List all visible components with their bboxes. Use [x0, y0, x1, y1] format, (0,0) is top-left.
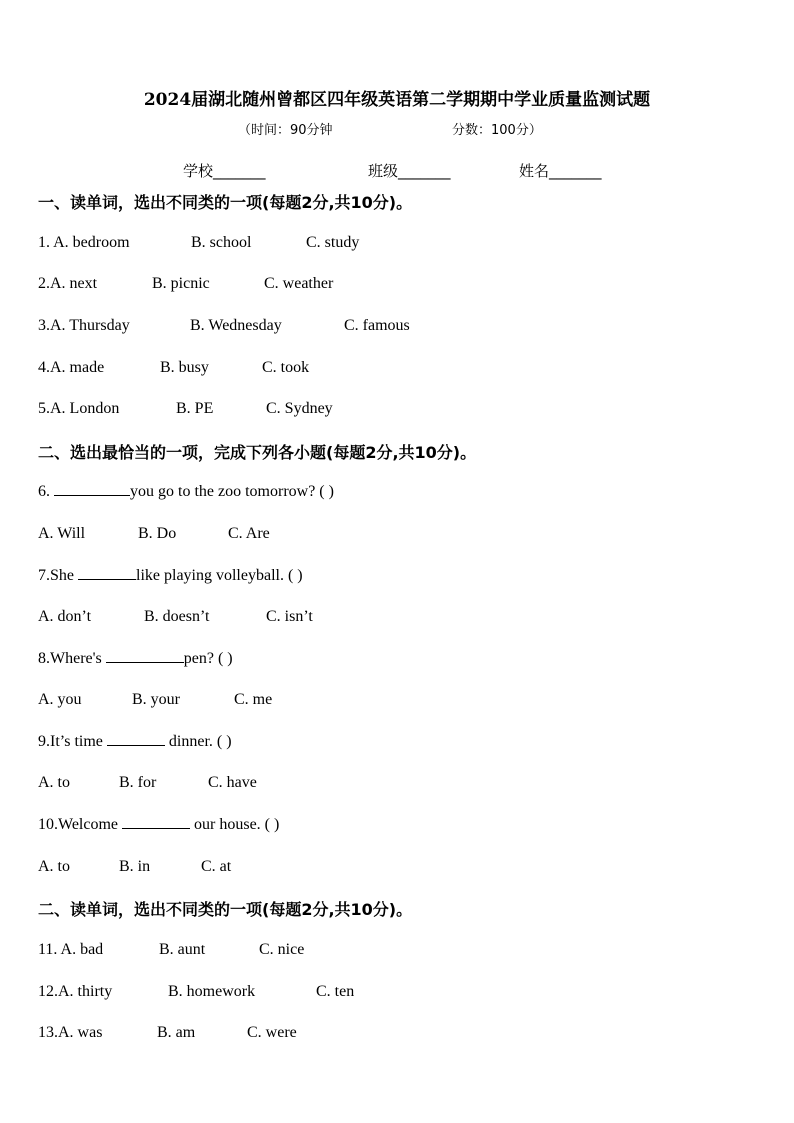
- question-text: dinner. ( ): [164, 733, 232, 750]
- option-b: B. busy: [160, 359, 209, 376]
- option-c: C. at: [201, 858, 232, 875]
- question-text: you go to the zoo tomorrow? ( ): [130, 483, 334, 500]
- section-heading-2: 二、选出最恰当的一项，完成下列各小题(每题2分,共10分)。: [38, 443, 477, 462]
- question-text: 10.Welcome: [38, 816, 123, 833]
- class-field: 班级_______: [368, 162, 451, 180]
- school-field: 学校_______: [183, 162, 266, 180]
- option-c: C. study: [306, 234, 360, 251]
- question-3: [38, 317, 130, 335]
- option-a: 12.A. thirty: [38, 983, 113, 1000]
- answer-blank[interactable]: [78, 578, 136, 580]
- question-7: [38, 567, 303, 585]
- option-a: 3.A. Thursday: [38, 317, 130, 334]
- option-b: B. PE: [176, 400, 214, 417]
- option-c: C. me: [234, 691, 273, 708]
- option-a: A. you: [38, 691, 82, 708]
- question-text: 9.It’s time: [38, 733, 107, 750]
- option-b: B. your: [132, 691, 180, 708]
- option-a: 1. A. bedroom: [38, 234, 130, 251]
- answer-blank[interactable]: [107, 744, 165, 746]
- question-text: pen? ( ): [183, 650, 233, 667]
- name-field: 姓名_______: [519, 162, 602, 180]
- option-c: C. were: [247, 1024, 297, 1041]
- question-1: [38, 234, 130, 252]
- option-b: B. for: [119, 774, 157, 791]
- question-6: [38, 483, 334, 501]
- option-c: C. Are: [228, 525, 270, 542]
- option-a: 4.A. made: [38, 359, 105, 376]
- option-a: 13.A. was: [38, 1024, 103, 1041]
- option-c: C. have: [208, 774, 257, 791]
- option-b: B. am: [157, 1024, 196, 1041]
- option-a: 5.A. London: [38, 400, 120, 417]
- option-b: B. homework: [168, 983, 256, 1000]
- option-a: 2.A. next: [38, 275, 98, 292]
- question-4: [38, 359, 104, 377]
- option-a: A. to: [38, 774, 70, 791]
- question-5: [38, 400, 119, 418]
- option-c: C. famous: [344, 317, 410, 334]
- page-title: 2024届湖北随州曾都区四年级英语第二学期期中学业质量监测试题: [143, 90, 651, 110]
- option-b: B. picnic: [152, 275, 210, 292]
- exam-time: （时间：90分钟: [238, 123, 333, 138]
- option-b: B. Wednesday: [190, 317, 282, 334]
- option-b: B. Do: [138, 525, 177, 542]
- question-text: 8.Where's: [38, 650, 106, 667]
- question-text: our house. ( ): [190, 816, 280, 833]
- question-11: [38, 941, 103, 959]
- exam-score: 分数：100分）: [452, 123, 542, 138]
- option-b: B. aunt: [159, 941, 206, 958]
- option-c: C. nice: [259, 941, 305, 958]
- option-c: C. ten: [316, 983, 355, 1000]
- answer-blank[interactable]: [106, 661, 184, 663]
- option-a: A. Will: [38, 525, 86, 542]
- option-a: A. don’t: [38, 608, 92, 625]
- question-text: 6.: [38, 483, 54, 500]
- question-8: [38, 650, 233, 668]
- option-b: B. in: [119, 858, 151, 875]
- question-text: like playing volleyball. ( ): [136, 567, 303, 584]
- question-text: 7.She: [38, 567, 78, 584]
- question-9: [38, 733, 232, 751]
- question-12: [38, 983, 112, 1001]
- option-b: B. doesn’t: [144, 608, 210, 625]
- question-13: [38, 1024, 102, 1042]
- option-a: A. to: [38, 858, 70, 875]
- option-c: C. took: [262, 359, 310, 376]
- option-c: C. Sydney: [266, 400, 333, 417]
- option-b: B. school: [191, 234, 252, 251]
- option-a: 11. A. bad: [38, 941, 104, 958]
- option-c: C. isn’t: [266, 608, 313, 625]
- section-heading-3: 二、读单词，选出不同类的一项(每题2分,共10分)。: [38, 900, 413, 919]
- question-10: [38, 816, 279, 834]
- option-c: C. weather: [264, 275, 334, 292]
- section-heading-1: 一、读单词，选出不同类的一项(每题2分,共10分)。: [38, 193, 413, 212]
- answer-blank[interactable]: [122, 827, 190, 829]
- answer-blank[interactable]: [54, 494, 130, 496]
- question-2: [38, 275, 97, 293]
